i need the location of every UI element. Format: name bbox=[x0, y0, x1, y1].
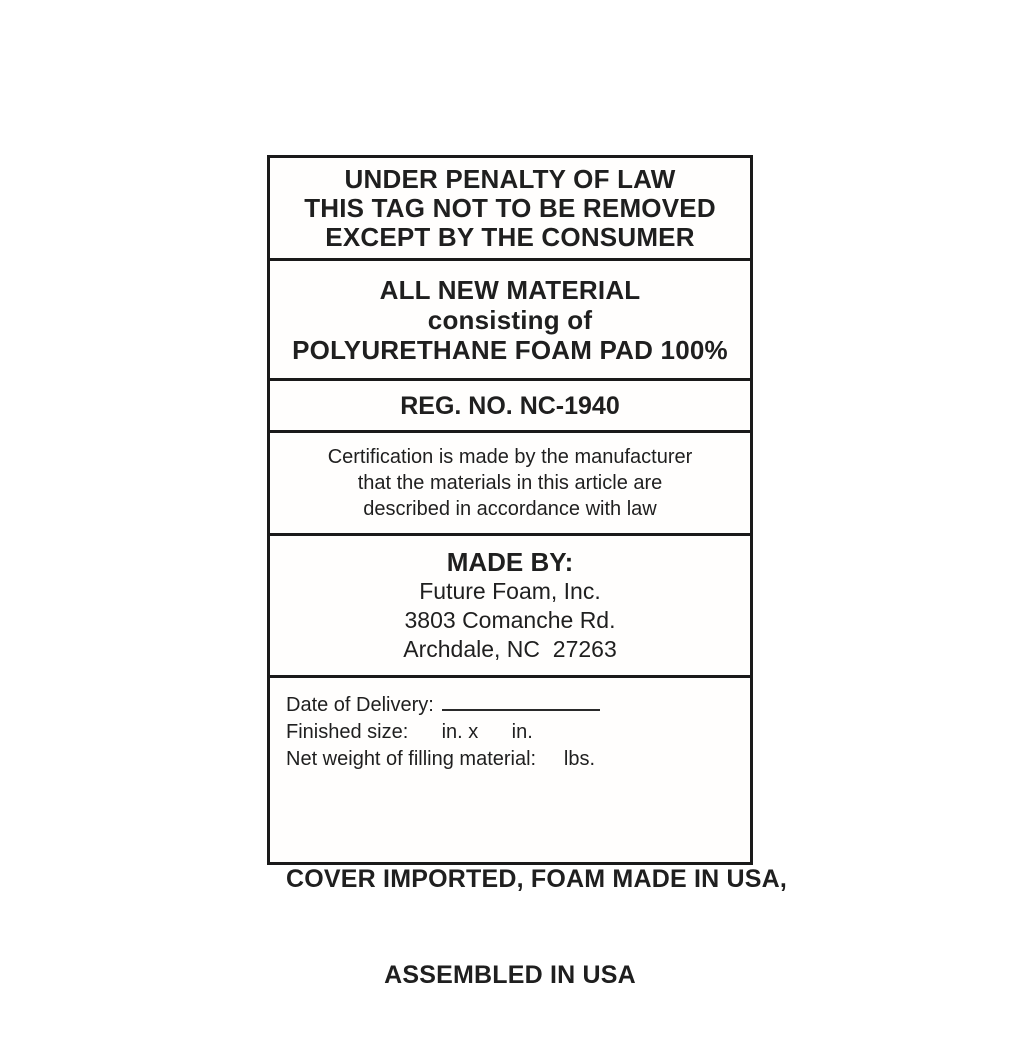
details-section bbox=[270, 675, 788, 989]
certification-section bbox=[270, 430, 750, 533]
date-of-delivery-blank bbox=[442, 695, 600, 711]
finished-size-line: Finished size: in. x in. bbox=[286, 721, 533, 743]
made-by-section bbox=[270, 533, 750, 675]
penalty-line-1: UNDER PENALTY OF LAW bbox=[344, 163, 676, 194]
made-by-heading: MADE BY: bbox=[446, 547, 574, 577]
material-line-1: ALL NEW MATERIAL bbox=[379, 274, 641, 305]
law-label bbox=[267, 155, 788, 989]
origin-statement-line-1: COVER IMPORTED, FOAM MADE IN USA, bbox=[286, 865, 788, 893]
penalty-line-3: EXCEPT BY THE CONSUMER bbox=[325, 221, 695, 252]
manufacturer-city-state-zip: Archdale, NC 27263 bbox=[403, 636, 617, 662]
certification-line-1: Certification is made by the manufacturer bbox=[327, 446, 693, 468]
material-line-3: POLYURETHANE FOAM PAD 100% bbox=[292, 334, 728, 365]
manufacturer-name: Future Foam, Inc. bbox=[419, 578, 601, 604]
date-of-delivery-label: Date of Delivery: bbox=[286, 694, 434, 716]
material-line-2: consisting of bbox=[427, 304, 593, 335]
origin-statement bbox=[286, 799, 788, 1055]
registration-section bbox=[270, 378, 750, 430]
net-weight-line: Net weight of filling material: lbs. bbox=[286, 748, 596, 770]
date-of-delivery-line bbox=[286, 692, 734, 719]
certification-line-2: that the materials in this article are bbox=[357, 472, 663, 494]
material-section bbox=[270, 258, 750, 378]
origin-statement-line-2: ASSEMBLED IN USA bbox=[384, 961, 636, 989]
registration-number: REG. NO. NC-1940 bbox=[400, 391, 620, 420]
certification-line-3: described in accordance with law bbox=[363, 498, 657, 520]
manufacturer-street: 3803 Comanche Rd. bbox=[404, 607, 616, 633]
penalty-line-2: THIS TAG NOT TO BE REMOVED bbox=[304, 192, 716, 223]
penalty-section bbox=[270, 158, 750, 258]
